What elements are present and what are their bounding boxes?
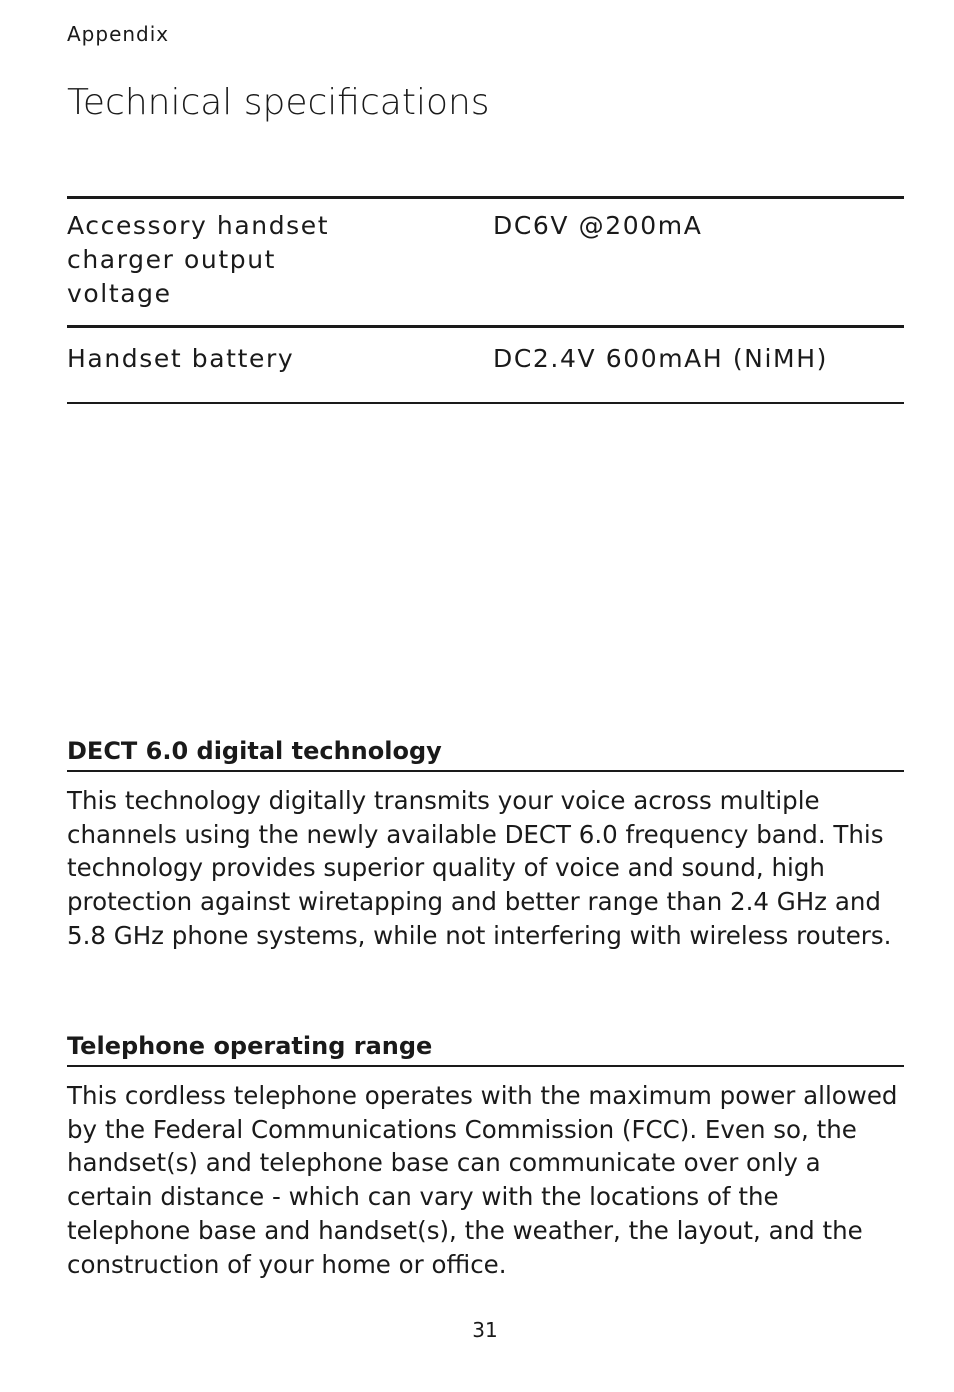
spec-row — [67, 198, 904, 327]
range-body: This cordless telephone operates with the maximum power allowed by the Federal Communications Commission (FCC). Even so, the handset(s) and telephone base can communicate over only a certain distance - which can vary with the locations of the telephone base and handset(s), the weather, the layout, and the construction of your home or office. — [67, 1081, 898, 1279]
spec-value: DC2.4V 600mAH (NiMH) — [493, 344, 828, 373]
spec-row — [67, 327, 904, 404]
spec-table — [67, 196, 904, 404]
page-title: Technical specifications — [67, 82, 490, 123]
section-label: Appendix — [67, 22, 170, 46]
dect-section — [67, 736, 904, 953]
range-section — [67, 1031, 904, 1281]
dect-heading: DECT 6.0 digital technology — [67, 736, 904, 772]
dect-body: This technology digitally transmits your voice across multiple channels using the newly available DECT 6.0 frequency band. This technology provides superior quality of voice and sound, high protection against wiretapping and better range than 2.4 GHz and 5.8 GHz phone systems, while not interfering with wireless routers. — [67, 786, 892, 950]
range-heading: Telephone operating range — [67, 1031, 904, 1067]
spec-value: DC6V @200mA — [493, 211, 703, 240]
spec-label-text: Accessory handset charger output voltage — [67, 211, 330, 308]
page-number: 31 — [472, 1318, 498, 1342]
spec-label: Handset battery — [67, 344, 295, 373]
spec-label — [67, 198, 493, 327]
